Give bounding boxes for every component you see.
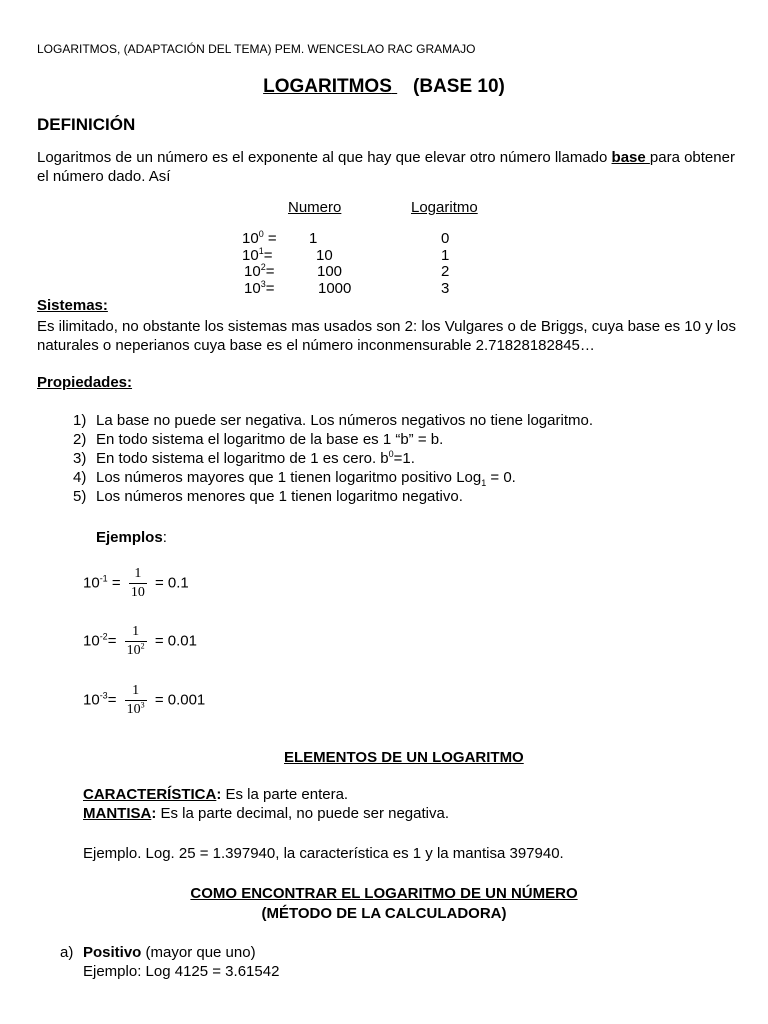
sistemas-paragraph: Es ilimitado, no obstante los sistemas mas usados son 2: los Vulgares o de Briggs, cuya base es 10 y los naturales o neperianos cuya base es el número inconmensurable 2.71828182845…: [37, 318, 736, 354]
item-a-line: Positivo (mayor que uno): [83, 944, 256, 961]
title-base: (BASE 10): [413, 76, 505, 97]
list-item: 5) Los números menores que 1 tienen logaritmo negativo.: [73, 488, 463, 505]
list-item: 3) En todo sistema el logaritmo de 1 es cero. $b^0=1$.: [73, 449, 415, 467]
table-row-expr: $10^2=$: [244, 262, 275, 280]
title-main: LOGARITMOS: [263, 76, 392, 97]
table-row-expr: $10^0$ =: [242, 229, 277, 247]
definicion-base-word: base: [611, 149, 650, 166]
definicion-text-1: Logaritmos de un número es el exponente al que hay que elevar otro número llamado: [37, 149, 612, 166]
table-row-numero: 100: [317, 263, 343, 280]
ejemplos-heading: Ejemplos:: [96, 529, 167, 546]
table-row-numero: 1000: [318, 280, 352, 297]
elementos-heading: ELEMENTOS DE UN LOGARITMO: [284, 749, 524, 766]
document-title: [0, 76, 768, 98]
ejemplo-fraction-3: $10^{-3}=$ $\frac{1}{10^3}$ = 0.001: [83, 683, 206, 717]
table-row-numero: 10: [316, 247, 333, 264]
list-item: 4) Los números mayores que 1 tienen logaritmo positivo Log$_1$ = 0.: [73, 469, 516, 488]
table-row-log: 1: [441, 247, 450, 264]
list-item: 2) En todo sistema el logaritmo de la base es 1 “b” = b.: [73, 431, 444, 448]
table-row-expr: $10^3=$: [244, 279, 275, 297]
propiedades-heading: Propiedades:: [37, 374, 133, 391]
fraction: $\frac{1}{10^2}$: [126, 624, 145, 658]
definicion-heading: DEFINICIÓN: [37, 115, 136, 134]
propiedades-list: [60, 411, 593, 506]
definicion-paragraph: [37, 148, 737, 186]
table-col-logaritmo: Logaritmo: [411, 199, 478, 216]
table-row-expr: $10^1=$: [242, 246, 273, 264]
como-heading-2: (MÉTODO DE LA CALCULADORA): [261, 905, 507, 922]
item-a-label: a): [60, 944, 74, 961]
caracteristica-line: CARACTERÍSTICA: Es la parte entera.: [83, 786, 349, 803]
mantisa-line: MANTISA: Es la parte decimal, no puede ser negativa.: [83, 805, 450, 822]
fraction: $\frac{1}{10^3}$: [126, 683, 145, 717]
ejemplo-fraction-2: $10^{-2}=$ $\frac{1}{10^2}$ = 0.01: [83, 624, 197, 658]
table-col-numero: Numero: [288, 199, 342, 216]
table-row-numero: 1: [309, 230, 318, 247]
table-row-log: 0: [441, 230, 450, 247]
table-row-log: 2: [441, 263, 450, 280]
fraction: $\frac{1}{10}$: [130, 566, 145, 600]
elementos-example: Ejemplo. Log. 25 = 1.397940, la característica es 1 y la mantisa 397940.: [83, 845, 564, 862]
item-a-example: Ejemplo: Log 4125 = 3.61542: [83, 963, 280, 980]
ejemplo-fraction-1: $10^{-1}$ = $\frac{1}{10}$ = 0.1: [83, 566, 189, 600]
sistemas-heading: Sistemas:: [37, 297, 108, 314]
page-header: LOGARITMOS, (ADAPTACIÓN DEL TEMA) PEM. WENCESLAO RAC GRAMAJO: [37, 42, 476, 56]
definicion-text-2: para obtener el número dado. Así: [37, 149, 735, 185]
table-row-log: 3: [441, 280, 450, 297]
como-heading-1: COMO ENCONTRAR EL LOGARITMO DE UN NÚMERO: [190, 885, 578, 902]
list-item: 1) La base no puede ser negativa. Los números negativos no tiene logaritmo.: [73, 412, 593, 429]
